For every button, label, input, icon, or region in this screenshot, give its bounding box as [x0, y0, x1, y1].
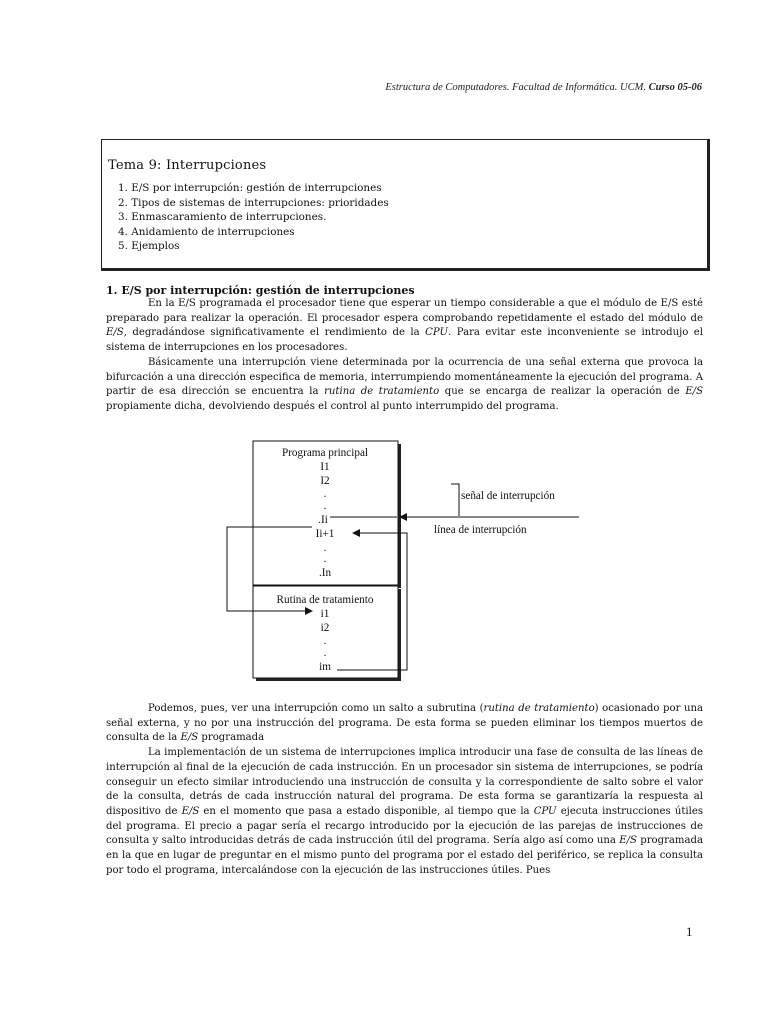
text-run: programada en la que en lugar de preguntar en el mismo punto del programa por el estado del periférico, se replica la consulta por todo el programa, intercalándose con la ejecución de las instrucciones útiles. Pues [106, 835, 703, 876]
main-program-line: .Ii [318, 514, 328, 526]
main-program-line: . [323, 542, 327, 554]
paragraph [106, 702, 703, 746]
toc-item: 4. Anidamiento de interrupciones [118, 225, 295, 238]
main-program-line: I1 [320, 461, 330, 473]
toc-item: 1. E/S por interrupción: gestión de interrupciones [118, 182, 382, 194]
toc-item: 3. Enmascaramiento de interrupciones. [118, 211, 327, 224]
routine-line: . [323, 635, 327, 647]
routine-line: i1 [320, 608, 330, 620]
header-course: Curso 05-06 [648, 82, 702, 93]
text-run: Podemos, pues, ver una interrupción como un salto a subrutina ( [148, 703, 484, 714]
text-run: , degradándose significativamente el rendimiento de la [123, 327, 426, 339]
text-run: ejecuta instrucciones útiles del programa. El precio a pagar sería el recargo introducido por la ejecución de las parejas de instrucciones de consulta y salto introducidas detrás de cada instrucción útil del programa. Sería algo así como una [106, 805, 704, 847]
interrupt-signal-pulse [451, 484, 459, 516]
emphasis: E/S [619, 835, 637, 847]
text-run: propiamente dicha, devolviendo después el control al punto interrumpido del programa. [106, 400, 559, 412]
main-program-line: . [323, 500, 327, 512]
text-run: en el momento que pasa a estado disponible, al tiempo que la [199, 805, 534, 817]
section2-body [106, 702, 703, 878]
text-run: . Para evitar este inconveniente se introdujo el sistema de interrupciones en los procesadores. [106, 327, 703, 354]
emphasis: rutina de tratamiento [324, 386, 440, 398]
main-program-line: .In [318, 567, 332, 579]
paragraph [106, 746, 703, 878]
emphasis: E/S [685, 386, 703, 398]
line-label: línea de interrupción [434, 524, 527, 536]
toc-item: 5. Ejemplos [118, 240, 180, 253]
emphasis: CPU [533, 805, 557, 817]
signal-label: señal de interrupción [461, 490, 555, 502]
routine-line: i2 [320, 622, 330, 634]
topic-title: Tema 9: Interrupciones [108, 158, 267, 173]
main-program-title: Programa principal [281, 447, 369, 459]
emphasis: rutina de tratamiento [483, 703, 595, 714]
toc-item: 2. Tipos de sistemas de interrupciones: prioridades [118, 196, 389, 209]
emphasis: CPU [425, 327, 449, 339]
main-program-line: I2 [320, 475, 330, 487]
emphasis: E/S [181, 805, 200, 817]
section-heading: 1. E/S por interrupción: gestión de interrupciones [106, 284, 415, 297]
routine-line: im [319, 661, 331, 673]
routine-line: . [323, 647, 327, 659]
main-program-line: . [323, 488, 327, 500]
page-number: 1 [686, 924, 693, 939]
main-program-line: . [323, 553, 327, 565]
text-run: La implementación de un sistema de interrupciones implica introducir una fase de consulta de las líneas de interrupción al final de la ejecución de cada instrucción. En un procesador sin sistema de interrupciones, se podría conseguir un efecto similar introduciendo una instrucción de consulta y la correspondiente de salto sobre el valor de la consulta, detrás de cada instrucción natural del programa. De esta forma se garantizaría la respuesta al dispositivo de [106, 747, 703, 817]
main-program-line: Ii+1 [315, 528, 335, 540]
text-run: que se encarga de realizar la operación de [439, 386, 686, 398]
text-run: En la E/S programada el procesador tiene que esperar un tiempo considerable a que el módulo de E/S esté preparado para realizar la operación. El procesador espera comprobando repetidamente el estado del módulo de [106, 298, 703, 324]
text-run: ) ocasionado por una señal externa, y no por una instrucción del programa. De esta forma se pueden eliminar los tiempos muertos de consulta de la [106, 703, 703, 744]
text-run: Básicamente una interrupción viene determinada por la ocurrencia de una señal externa que provoca la bifurcación a una dirección especifica de memoria, interrumpiendo momentáneamente la ejecución del programa. A partir de esa dirección se encuentra la [106, 356, 703, 398]
emphasis: E/S [106, 327, 124, 339]
text-run: programada [198, 732, 265, 744]
routine-title: Rutina de tratamiento [276, 594, 374, 606]
header-text: Estructura de Computadores. Facultad de Informática. UCM. [385, 82, 646, 93]
emphasis: E/S [180, 732, 199, 744]
